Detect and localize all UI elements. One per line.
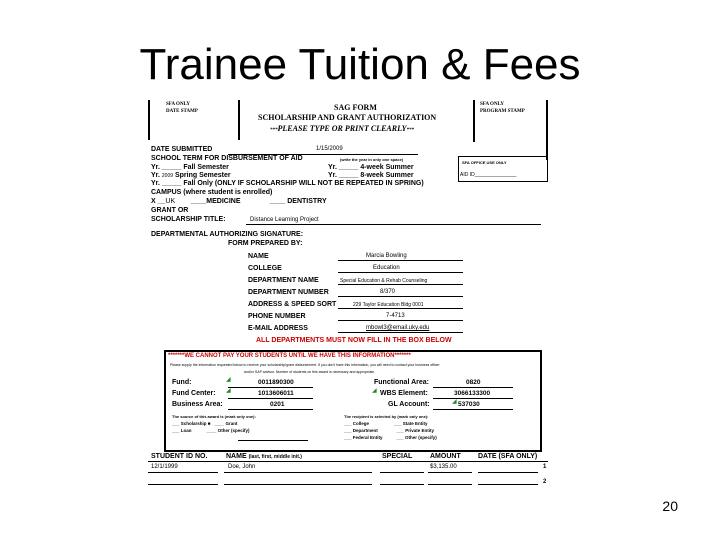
- gl-account-line: [433, 409, 513, 410]
- right-stamp-border-right: [546, 100, 548, 160]
- source-right-title: The recipient is selected by (mark only one):: [344, 414, 429, 419]
- scholarship-title-line: [246, 224, 541, 225]
- sag-form-image: [148, 100, 550, 492]
- all-departments-notice: ALL DEPARTMENTS MUST NOW FILL IN THE BOX BELOW: [256, 337, 452, 344]
- right-stamp-border: [473, 100, 475, 142]
- box-note-1: Please supply the information requested below to receive your scholarship/grant disbursement. If you don't have this information, you will need to contact your business officer: [170, 363, 440, 367]
- scholarship-title-value: Distance Learning Project: [250, 217, 319, 223]
- business-area-value: 0201: [270, 401, 285, 408]
- wbs-flag-icon: ◢: [372, 388, 377, 394]
- dept-signature-label: DEPARTMENTAL AUTHORIZING SIGNATURE:: [151, 231, 304, 238]
- field-email-label: E-MAIL ADDRESS: [248, 325, 308, 332]
- row-marker-2: 2: [543, 479, 547, 485]
- fund-label: Fund:: [172, 379, 192, 386]
- date-submitted-label: DATE SUBMITTED: [151, 146, 213, 153]
- fund-center-label: Fund Center:: [172, 390, 216, 397]
- field-address-value: 229 Taylor Education Bldg 0001: [353, 302, 424, 308]
- term-row-3: Yr. _____ Fall Only (ONLY IF SCHOLARSHIP WILL NOT BE REPEATED IN SPRING): [151, 180, 424, 187]
- table-row-2-amount-line: [428, 484, 472, 485]
- field-dept-name-line: [338, 284, 463, 285]
- form-instruction: ***PLEASE TYPE OR PRINT CLEARLY***: [270, 124, 415, 133]
- table-row-2-special-line: [380, 484, 424, 485]
- table-row-1-name: Doe, John: [228, 464, 256, 470]
- box-note-2: and/or SAP advisor. Number of students on this award is necessary and appropriate.: [244, 370, 376, 374]
- table-header-name: NAME (last, first, middle init.): [226, 453, 302, 460]
- field-phone-value: 7-4713: [386, 313, 405, 319]
- slide-title: Trainee Tuition & Fees: [139, 40, 581, 89]
- field-address-line: [338, 308, 463, 309]
- field-name-line: [338, 260, 463, 261]
- field-address-label: ADDRESS & SPEED SORT: [248, 301, 337, 308]
- field-dept-name-value: Special Education & Rehab Counseling: [340, 278, 428, 284]
- field-dept-number-value: 8/370: [380, 289, 396, 295]
- table-header-student-id: STUDENT ID NO.: [151, 453, 208, 460]
- wbs-element-line: [433, 398, 513, 399]
- table-row-1-amount: $3,135.00: [430, 464, 457, 470]
- table-row-1-id: 12/1/1999: [151, 464, 178, 470]
- aid-id-label: AID ID_______________: [460, 172, 517, 178]
- gl-flag-icon: ◢: [452, 399, 457, 405]
- field-college-line: [338, 272, 463, 273]
- table-row-1-id-line: [148, 472, 218, 473]
- source-left-row-1: ___ Scholarship ■ ____ Grant: [172, 421, 238, 426]
- field-college-label: COLLEGE: [248, 265, 282, 272]
- table-header-special: SPECIAL: [382, 453, 413, 460]
- left-stamp-border-right: [238, 100, 240, 140]
- scholarship-title-label: SCHOLARSHIP TITLE:: [151, 216, 226, 223]
- field-name-label: NAME: [248, 253, 269, 260]
- field-email-line: [338, 332, 463, 333]
- right-stamp-line-2: PROGRAM STAMP: [480, 109, 525, 114]
- form-title: SAG FORM: [334, 103, 377, 112]
- field-email-value: mbowl3@email.uky.edu: [366, 325, 430, 331]
- fund-line: [228, 387, 313, 388]
- left-stamp-line-2: DATE STAMP: [166, 109, 198, 114]
- slide-number: 20: [662, 498, 678, 514]
- left-stamp-line-1: SFA ONLY: [166, 102, 191, 107]
- source-left-row-2: ___ Loan ____ Other (specify): [172, 428, 250, 433]
- source-left-specify-line: [238, 440, 308, 441]
- fund-center-line: [228, 398, 313, 399]
- campus-options: X __UK ____MEDICINE ____ DENTISTRY: [151, 198, 327, 205]
- source-right-row-1: ___ College ___ State Entity: [344, 421, 428, 426]
- school-term-note: (write the year in only one space): [340, 157, 404, 162]
- table-row-1-date-line: [478, 472, 538, 473]
- table-header-rule: [148, 461, 548, 462]
- business-area-line: [228, 409, 313, 410]
- term-row-1: Yr. _____ Fall Semester: [151, 164, 229, 171]
- business-area-label: Business Area:: [172, 401, 223, 408]
- table-row-2-date-line: [478, 484, 538, 485]
- functional-area-line: [433, 387, 513, 388]
- left-stamp-border: [148, 100, 150, 140]
- term-row-2: Yr. 2009 Spring Semester: [151, 172, 231, 179]
- table-row-2-id-line: [148, 484, 218, 485]
- functional-area-label: Functional Area:: [374, 379, 429, 386]
- wbs-element-value: 3066133300: [454, 390, 491, 397]
- table-header-amount: AMOUNT: [430, 453, 461, 460]
- field-name-value: Marcia Bowling: [366, 253, 407, 259]
- term-row-2-b: Yr. _____ 8-week Summer: [328, 172, 414, 179]
- field-college-value: Education: [373, 265, 400, 271]
- table-row-1-amount-line: [428, 472, 472, 473]
- functional-area-value: 0820: [466, 379, 481, 386]
- fund-value: 0011890300: [258, 379, 294, 386]
- form-prepared-label: FORM PREPARED BY:: [228, 240, 303, 247]
- table-row-2-name-line: [224, 484, 372, 485]
- box-header: *******WE CANNOT PAY YOUR STUDENTS UNTIL WE HAVE THIS INFORMATION*******: [168, 353, 411, 359]
- fund-center-value: 1013606011: [258, 390, 294, 397]
- source-right-row-2: ___ Department ___ Private Entity: [344, 428, 435, 433]
- table-row-1-special-line: [380, 472, 424, 473]
- term-row-1-b: Yr. _____ 4-week Summer: [328, 164, 414, 171]
- gl-account-label: GL Account:: [388, 401, 430, 408]
- grant-or-label: GRANT OR: [151, 207, 189, 214]
- source-left-title: The source of this award is (mark only one):: [172, 414, 256, 419]
- table-row-1-name-line: [224, 472, 372, 473]
- field-dept-name-label: DEPARTMENT NAME: [248, 277, 319, 284]
- row-marker-1: 1: [543, 464, 547, 470]
- wbs-element-label: WBS Element:: [380, 390, 428, 397]
- fund-center-flag-icon: ◢: [226, 388, 231, 394]
- right-stamp-line-1: SFA ONLY: [480, 102, 505, 107]
- field-dept-number-label: DEPARTMENT NUMBER: [248, 289, 329, 296]
- campus-label: CAMPUS (where student is enrolled): [151, 189, 273, 196]
- gl-account-value: 537030: [458, 401, 480, 408]
- source-right-row-3: ___ Federal Entity ___ Other (specify): [344, 435, 437, 440]
- table-header-date: DATE (SFA ONLY): [478, 453, 538, 460]
- date-submitted-value: 1/15/2009: [316, 146, 343, 152]
- sfa-office-label: SFA OFFICE USE ONLY: [462, 160, 507, 165]
- field-phone-line: [338, 320, 463, 321]
- field-phone-label: PHONE NUMBER: [248, 313, 306, 320]
- fund-flag-icon: ◢: [226, 377, 231, 383]
- form-subtitle: SCHOLARSHIP AND GRANT AUTHORIZATION: [258, 113, 437, 122]
- field-dept-number-line: [338, 296, 463, 297]
- school-term-label: SCHOOL TERM FOR DISBURSEMENT OF AID: [151, 155, 303, 162]
